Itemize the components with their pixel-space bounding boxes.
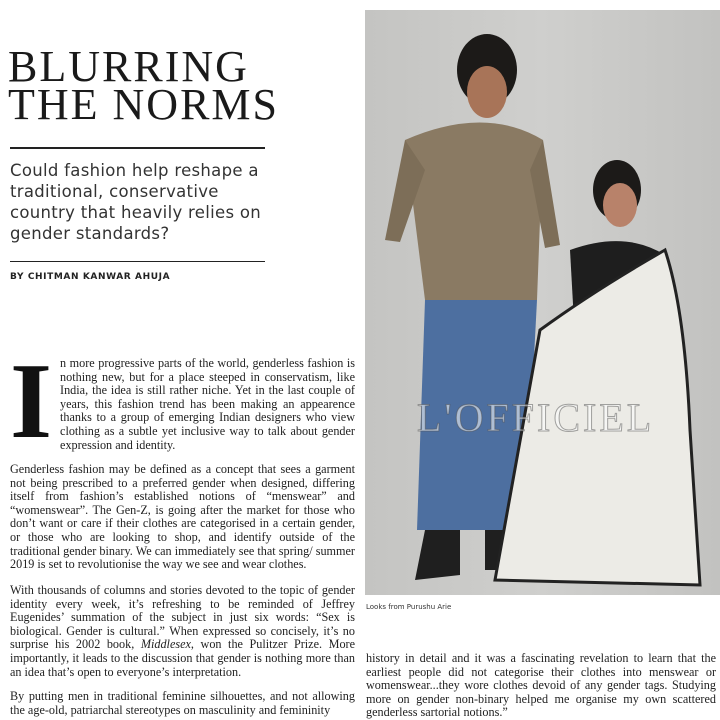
paragraph-text: With thousands of columns and stories devoted to the topic of gender identity every week, it’s refreshing to be reminded of Jeffrey Eugenides’ summation of the subject in just six words: “Sex is biological. Gender is cultural.” When expressed so concisely, it’s no surprise his 2002 book,	[10, 583, 355, 652]
body-paragraph-3	[10, 584, 355, 679]
body-paragraph-1	[10, 342, 355, 461]
body-paragraph-4: By putting men in traditional feminine silhouettes, and not allowing the age-old, patriarchal stereotypes on masculinity and femininity	[10, 689, 355, 717]
man-shirt	[405, 123, 543, 301]
title-line-2: THE NORMS	[8, 80, 280, 129]
article-subtitle: Could fashion help reshape a traditional, conservative country that heavily relies on gender standards?	[10, 161, 262, 243]
title-divider	[10, 147, 265, 149]
subtitle-divider	[10, 261, 265, 262]
watermark-logo: L'OFFICIEL	[417, 395, 655, 440]
fashion-photo	[365, 10, 720, 595]
paragraph-text: n more progressive parts of the world, genderless fashion is nothing new, but for a place steeped in conservatism, like India, the idea is still rather niche. Yet in the last couple of years, this fashion trend has been making an appearence thanks to a group of emerging Indian designers who view clothing as a subtle yet inclusive way to talk about gender expression and identity.	[60, 356, 355, 452]
book-title: Middlesex	[140, 637, 191, 652]
woman-face	[603, 183, 637, 227]
column-2-paragraph: history in detail and it was a fascinating revelation to learn that the earliest people did not categorise their clothes into menswear or womenswear...they wore clothes devoid of any gender tags. Studying more on gender non-binary helped me organise my own scattered genderless sartorial notions.”	[366, 651, 716, 720]
models-illustration	[365, 10, 720, 595]
title-line-1: BLURRING	[8, 42, 249, 91]
body-paragraph-2: Genderless fashion may be defined as a concept that sees a garment not being prescribed to a preferred gender when designed, differing itself from fashion’s established notions of “menswear” and “womenswear”. The Gen-Z, is going after the market for those who don’t want or care if their clothes are categorised in a certain gender, or those who are looking to shop, and identify outside of the traditional gender binary. We can immediately see that spring/ summer 2019 is set to revolutionise the way we see and wear clothes.	[10, 462, 355, 572]
paragraph-text: , won the Pulitzer Prize. More importantly, it leads to the discussion that gender is nothing more than an idea that’s open to everyone’s interpretation.	[10, 637, 356, 679]
article-title	[8, 42, 358, 129]
byline: BY CHITMAN KANWAR AHUJA	[10, 272, 171, 282]
photo-caption: Looks from Purushu Arie	[366, 603, 452, 611]
man-face	[467, 66, 507, 118]
drop-cap: I	[10, 342, 53, 461]
